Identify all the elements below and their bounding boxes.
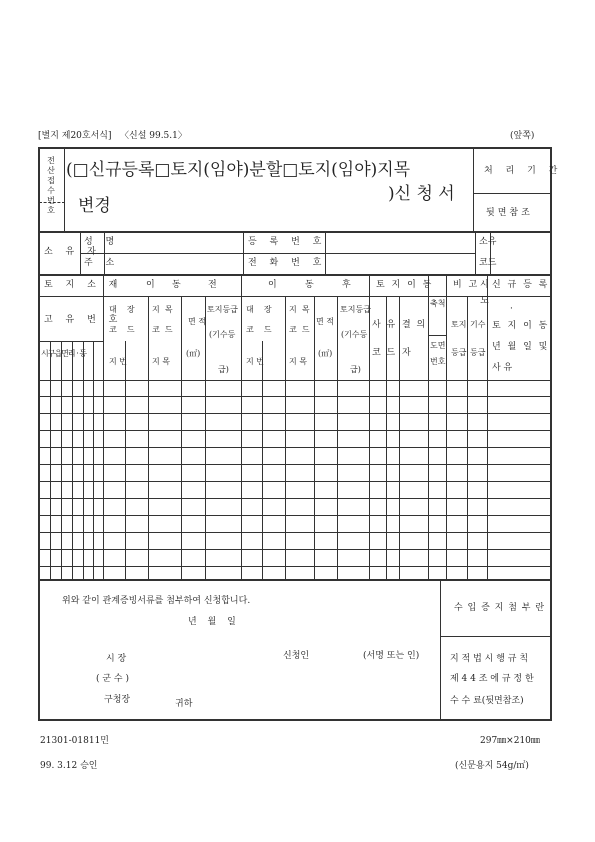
county-label: ( 군 수 ) xyxy=(96,674,129,684)
owner-address-field[interactable] xyxy=(105,255,242,273)
map-number-label-2: 번호 xyxy=(430,357,446,366)
after-label-2: 동 xyxy=(305,280,314,290)
sigun-label: 시 xyxy=(480,280,489,290)
see-back-label: 뒷면참조 xyxy=(486,208,533,218)
category-code-after-2: 코 드 xyxy=(289,325,310,334)
area-unit-before: (㎡) xyxy=(186,349,201,358)
processing-period-label: 처 리 기 간 xyxy=(484,166,563,176)
approval-date: 99. 3.12 승인 xyxy=(40,761,98,771)
land-grade-before: 토지등급 xyxy=(207,305,238,314)
form-title-options: (□신규등록□토지(임야)분할□토지(임야)지목 xyxy=(66,160,411,180)
registration-number-label: 등 록 번 호 xyxy=(248,237,327,247)
land-grade-after-2: (기수등 xyxy=(341,330,368,339)
land-grade-before-2: (기수등 xyxy=(209,330,236,339)
side-label: (앞쪽) xyxy=(510,131,535,141)
decision-date-label-2: 자 xyxy=(402,348,411,358)
new-registration-line-3: 년 월 일 및 xyxy=(492,342,550,352)
form-code: 21301-01811민 xyxy=(40,736,109,746)
category-code-before: 지 목 xyxy=(152,305,173,314)
new-registration-header: 신 규 등 록 xyxy=(492,280,550,290)
decision-date-label: 결 의 xyxy=(402,320,426,330)
land-grade-label-2: 등급 xyxy=(451,348,467,357)
electronic-receipt-label: 전산 접수 번호 xyxy=(47,156,55,215)
after-label-1: 이 xyxy=(268,280,277,290)
register-code-before-2: 코 드 xyxy=(109,325,135,334)
phone-number-label: 전 화 번 호 xyxy=(248,258,327,268)
paper-size: 297㎜×210㎜ xyxy=(480,736,540,746)
yearly-grade-label-2: 등급 xyxy=(470,348,486,357)
sido-label: 도 xyxy=(480,296,489,306)
mayor-label: 시 장 xyxy=(106,654,127,664)
category-code-after: 지 목 xyxy=(289,305,310,314)
new-registration-dot: · xyxy=(510,304,513,314)
register-code-after: 대 장 xyxy=(246,305,272,314)
new-registration-line-4: 사 유 xyxy=(492,363,513,373)
before-label-3: 전 xyxy=(208,280,217,290)
attachment-number: [별지 제20호서식] xyxy=(38,131,112,141)
owner-label: 소 유 자 xyxy=(44,247,101,257)
owner-code-label-1: 소유 xyxy=(479,237,497,247)
before-label-1: 이 xyxy=(146,280,155,290)
revision-note: 〈신설 99.5.1〉 xyxy=(120,131,187,141)
form-title-change: 변경 xyxy=(78,196,111,216)
table-entry-area[interactable] xyxy=(39,381,552,579)
remarks-label: 비 고 xyxy=(453,280,480,290)
application-statement: 위와 같이 관계증빙서류를 첨부하여 신청합니다. xyxy=(62,596,251,606)
unique-number-label: 고 유 번 호 xyxy=(44,315,123,325)
fee-rule-line-3: 수 수 료(뒷면참조) xyxy=(450,696,524,706)
scale-label: 축척 xyxy=(430,299,446,308)
address-columns-label: 시구읍면리 · 동 xyxy=(41,349,87,358)
owner-address-label: 주 소 xyxy=(84,258,120,268)
land-grade-after: 토지등급 xyxy=(340,305,371,314)
fee-rule-line-2: 제 4 4 조 에 규 정 한 xyxy=(450,674,534,684)
applicant-label: 신청인 xyxy=(283,651,310,661)
land-location-label: 토 지 소 재 xyxy=(44,280,123,290)
form-title-suffix: )신 청 서 xyxy=(388,184,455,204)
category-before: 지 목 xyxy=(152,357,170,366)
district-label: 구청장 xyxy=(104,695,131,705)
yearly-grade-label: 기수 xyxy=(470,320,486,329)
before-label-2: 동 xyxy=(172,280,181,290)
category-after: 지 목 xyxy=(289,357,307,366)
owner-code-label-2: 코드 xyxy=(479,258,497,268)
applicant-field[interactable] xyxy=(318,648,360,662)
revenue-stamp-label: 수 입 증 지 첨 부 란 xyxy=(454,603,546,613)
owner-name-field[interactable] xyxy=(105,234,242,252)
land-movement-label: 토 지 이 동 xyxy=(376,280,434,290)
land-grade-after-3: 급) xyxy=(350,365,361,374)
register-code-before: 대 장 xyxy=(109,305,135,314)
land-grade-label: 토지 xyxy=(451,320,467,329)
application-date: 년 월 일 xyxy=(188,617,240,627)
paper-type: (신문용지 54g/㎡) xyxy=(455,761,529,771)
after-label-3: 후 xyxy=(342,280,351,290)
phone-number-field[interactable] xyxy=(326,255,474,273)
new-registration-line-2: 토 지 이 동 xyxy=(492,321,550,331)
lot-number-after: 지 번 xyxy=(246,357,264,366)
reason-code: 사 유 xyxy=(372,320,396,330)
fee-rule-line-1: 지 적 법 시 행 규 칙 xyxy=(450,654,529,664)
map-number-label: 도면 xyxy=(430,341,446,350)
land-grade-before-3: 급) xyxy=(218,365,229,374)
signature-label: (서명 또는 인) xyxy=(363,651,420,661)
lot-number-before: 지 번 xyxy=(109,357,127,366)
addressee-label: 귀하 xyxy=(175,699,193,709)
category-code-before-2: 코 드 xyxy=(152,325,173,334)
area-before: 면 적 xyxy=(188,317,206,326)
register-code-after-2: 코 드 xyxy=(246,325,272,334)
owner-name-label: 성 명 xyxy=(84,237,120,247)
area-unit-after: (㎡) xyxy=(318,349,333,358)
registration-number-field[interactable] xyxy=(326,234,474,252)
reason-code-2: 코 드 xyxy=(372,348,396,358)
area-after: 면 적 xyxy=(316,317,334,326)
